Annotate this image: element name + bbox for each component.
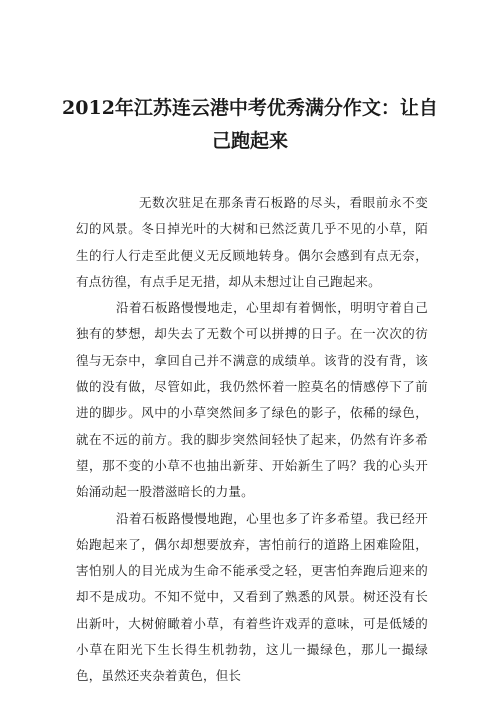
document-body — [76, 190, 428, 690]
paragraph: 沿着石板路慢慢地跑，心里也多了许多希望。我已经开始跑起来了，偶尔却想要放弃，害怕前行的道路上困难险阻，害怕别人的目光成为生命不能承受之轻，更害怕奔跑后迎来的却不是成功。不知不觉中，又看到了熟悉的风景。树还没有长出新叶，大树俯瞰着小草，有着些许戏弄的意味，可是低矮的小草在阳光下生长得生机勃勃，这儿一撮绿色，那儿一撮绿色，虽然还夹杂着黄色，但长 — [76, 510, 428, 684]
paragraph: 无数次驻足在那条青石板路的尽头，看眼前永不变幻的风景。冬日掉光叶的大树和已然泛黄几乎不见的小草，陌生的行人行走至此便义无反顾地转身。偶尔会感到有点无奈，有点彷徨，有点手足无措，却从未想过让自己跑起来。 — [76, 195, 428, 289]
document-title: 2012年江苏连云港中考优秀满分作文：让自己跑起来 — [62, 97, 438, 152]
paragraph: 沿着石板路慢慢地走，心里却有着惆怅，明明守着自己独有的梦想，却失去了无数个可以拼搏的日子。在一次次的彷徨与无奈中，拿回自己并不满意的成绩单。该背的没有背，该做的没有做，尽管如此，我仍然怀着一腔莫名的情感停下了前进的脚步。风中的小草突然间多了绿色的影子，依稀的绿色，就在不远的前方。我的脚步突然间轻快了起来，仍然有许多希望，那不变的小草不也抽出新芽、开始新生了吗？我的心头开始涌动起一股潜滋暗长的力量。 — [76, 300, 428, 500]
